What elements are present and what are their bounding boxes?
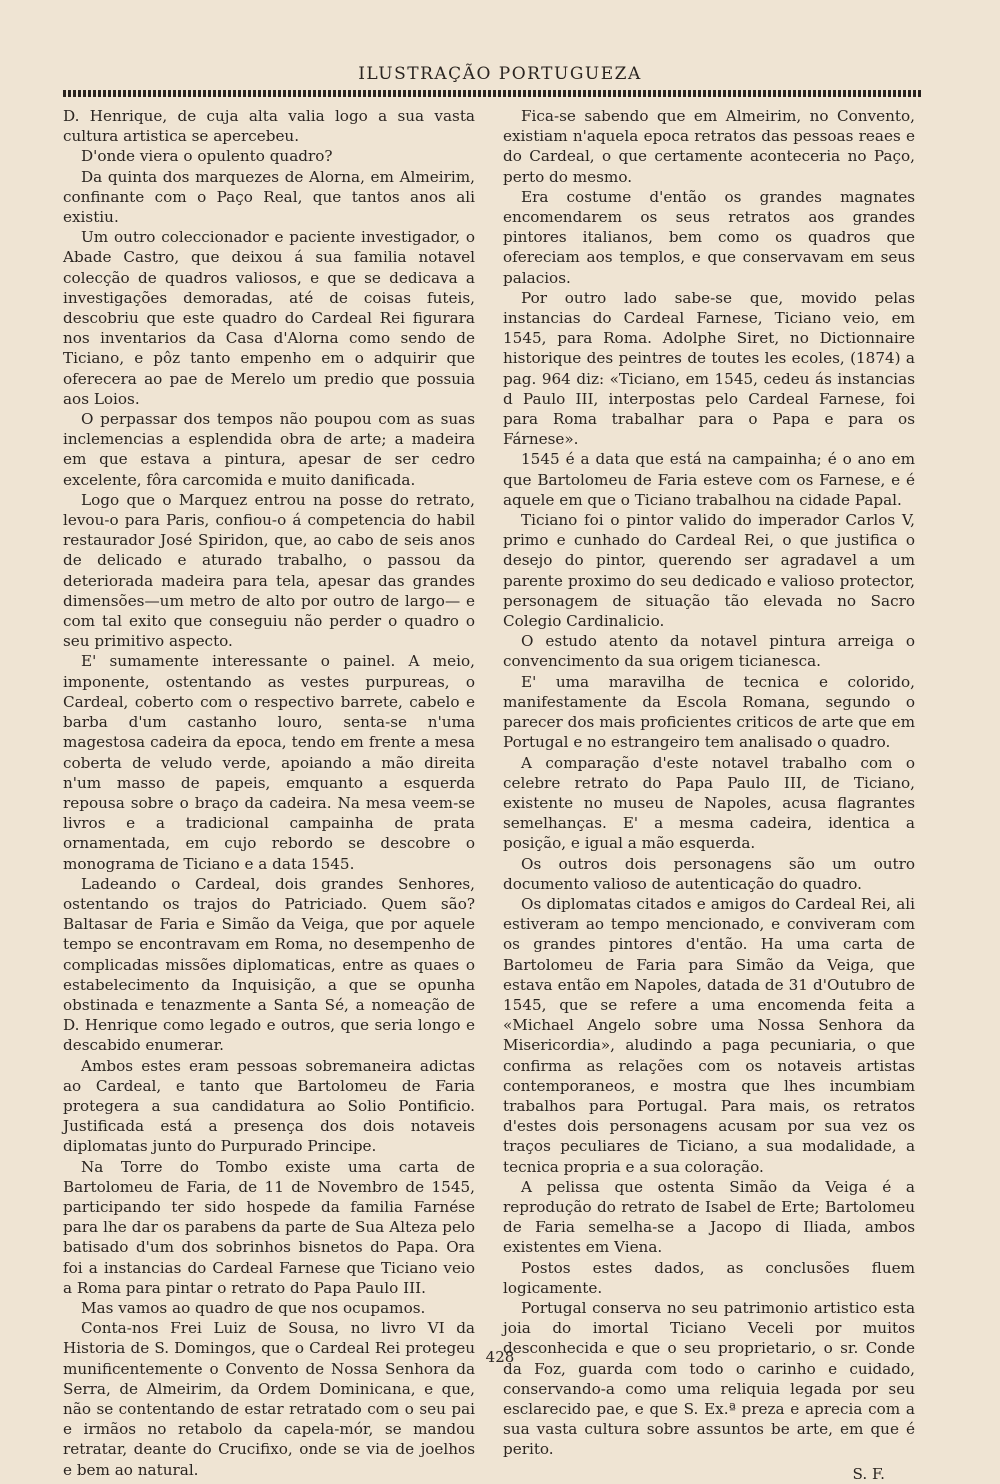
paragraph: Conta-nos Frei Luiz de Sousa, no livro VI da Historia de S. Domingos, que o Cardeal Rei protegeu munificentemente o Convento de Nossa Senhora da Serra, de Almeirim, da Ordem Dominicana, e que, não se contentando de estar retratado com o seu pai e irmãos no retabolo da capela-mór, se mandou retratar, deante do Crucifixo, onde se via de joelhos e bem ao natural. <box>63 1319 475 1479</box>
paragraph: Portugal conserva no seu patrimonio artistico esta joia do imortal Ticiano Veceli por muitos desconhecida e que o seu proprietario, o sr. Conde da Foz, guarda com todo o carinho e cuidado, conservando-a como uma reliquia legada por seu esclarecido pae, e que S. Ex.ª preza e aprecia com a sua vasta cultura sobre assuntos be arte, em que é perito. <box>503 1298 915 1459</box>
paragraph: Fica-se sabendo que em Almeirim, no Convento, existiam n'aquela epoca retratos das pessoas reaes e do Cardeal, o que certamente aconteceria no Paço, perto do mesmo. <box>503 107 915 186</box>
left-column <box>63 106 475 1480</box>
paragraph: Ladeando o Cardeal, dois grandes Senhores, ostentando os trajos do Patriciado. Quem são? Baltasar de Faria e Simão da Veiga, que por aquele tempo se encontravam em Roma, no desempenho de complicadas missões diplomaticas, entre as quaes o estabelecimento da Inquisição, a que se opunha obstinada e tenazmente a Santa Sé, a nomeação de D. Henrique como legado e outros, que seria longo e descabido enumerar. <box>63 874 475 1055</box>
paragraph: Por outro lado sabe-se que, movido pelas instancias do Cardeal Farnese, Ticiano veio, em 1545, para Roma. Adolphe Siret, no Dictionnaire historique des peintres de toutes les ecoles, (1874) a pag. 964 diz: «Ticiano, em 1545, cedeu ás instancias d Paulo III, interpostas pelo Cardeal Farnese, foi para Roma trabalhar para o Papa e para os Fárnese». <box>503 288 915 449</box>
paragraph: E' uma maravilha de tecnica e colorido, manifestamente da Escola Romana, segundo o parecer dos mais proficientes criticos de arte que em Portugal e no estrangeiro tem analisado o quadro. <box>503 672 915 752</box>
paragraph: 1545 é a data que está na campainha; é o ano em que Bartolomeu de Faria esteve com os Farnese, e é aquele em que o Ticiano trabalhou na cidade Papal. <box>503 450 915 509</box>
page-header-title: ILUSTRAÇÃO PORTUGUEZA <box>358 64 642 84</box>
paragraph: D'onde viera o opulento quadro? <box>81 147 333 166</box>
header-rule <box>63 90 923 97</box>
paragraph: Os outros dois personagens são um outro documento valioso de autenticação do quadro. <box>503 854 915 893</box>
paragraph: A comparação d'este notavel trabalho com o celebre retrato do Papa Paulo III, de Ticiano, existente no museu de Napoles, acusa flagrantes semelhanças. E' a mesma cadeira, identica a posição, e igual a mão esquerda. <box>503 753 915 853</box>
author-signature: S. F. <box>852 1464 885 1483</box>
paragraph: Os diplomatas citados e amigos do Cardeal Rei, ali estiveram ao tempo mencionado, e conviveram com os grandes pintores d'então. Ha uma carta de Bartolomeu de Faria para Simão da Veiga, que estava então em Napoles, datada de 31 d'Outubro de 1545, que se refere a uma encomenda feita a «Michael Angelo sobre uma Nossa Senhora da Misericordia», aludindo a paga pecuniaria, o que confirma as relações com os notaveis artistas contemporaneos, e mostra que lhes incumbiam trabalhos para Portugal. Para mais, os retratos d'estes dois personagens acusam por sua vez os traços peculiares de Ticiano, a sua modalidade, a tecnica propria e a sua coloração. <box>503 894 915 1176</box>
paragraph: A pelissa que ostenta Simão da Veiga é a reprodução do retrato de Isabel de Erte; Bartolomeu de Faria semelha-se a Jacopo di Iliada, ambos existentes em Viena. <box>503 1177 915 1257</box>
paragraph: Mas vamos ao quadro de que nos ocupamos. <box>81 1298 426 1317</box>
paragraph: Da quinta dos marquezes de Alorna, em Almeirim, confinante com o Paço Real, que tantos anos ali existiu. <box>63 167 475 227</box>
page-number: 428 <box>485 1348 515 1366</box>
paragraph: Ticiano foi o pintor valido do imperador Carlos V, primo e cunhado do Cardeal Rei, o que justifica o desejo do pintor, querendo ser agradavel a um parente proximo do seu dedicado e valioso protector, personagem de situação tão elevada no Sacro Colegio Cardinalicio. <box>503 511 915 631</box>
paragraph: Logo que o Marquez entrou na posse do retrato, levou-o para Paris, confiou-o á competencia do habil restaurador José Spiridon, que, ao cabo de seis anos de delicado e aturado trabalho, o passou da deteriorada madeira para tela, apesar das grandes dimensões—um metro de alto por outro de largo— e com tal exito que conseguiu não perder o quadro o seu primitivo aspecto. <box>63 490 475 651</box>
paragraph: D. Henrique, de cuja alta valia logo a sua vasta cultura artistica se apercebeu. <box>63 107 475 146</box>
paragraph: Ambos estes eram pessoas sobremaneira adictas ao Cardeal, e tanto que Bartolomeu de Faria protegera a sua candidatura ao Solio Pontificio. Justificada está a presença dos dois notaveis diplomatas junto do Purpurado Principe. <box>63 1056 475 1156</box>
paragraph: Um outro coleccionador e paciente investigador, o Abade Castro, que deixou á sua familia notavel colecção de quadros valiosos, e que se dedicava a investigações demoradas, até de coisas futeis, descobriu que este quadro do Cardeal Rei figurara nos inventarios da Casa d'Alorna como sendo de Ticiano, e pôz tanto empenho em o adquirir que oferecera ao pae de Merelo um predio que possuia aos Loios. <box>63 228 475 408</box>
paragraph: Postos estes dados, as conclusões fluem logicamente. <box>503 1258 915 1297</box>
paragraph: O perpassar dos tempos não poupou com as suas inclemencias a esplendida obra de arte; a madeira em que estava a pintura, apesar de ser cedro excelente, fôra carcomida e muito danificada. <box>63 410 475 489</box>
paragraph: E' sumamente interessante o painel. A meio, imponente, ostentando as vestes purpureas, o Cardeal, coberto com o respectivo barrete, cabelo e barba d'um castanho louro, senta-se n'uma magestosa cadeira da epoca, tendo em frente a mesa coberta de veludo verde, apoiando a mão direita n'um masso de papeis, emquanto a esquerda repousa sobre o braço da cadeira. Na mesa veem-se livros e a tradicional campainha de prata ornamentada, em cujo rebordo se descobre o monograma de Ticiano e a data 1545. <box>63 652 475 873</box>
paragraph: Era costume d'então os grandes magnates encomendarem os seus retratos aos grandes pintores italianos, bem como os quadros que ofereciam aos templos, e que conservavam em seus palacios. <box>503 187 915 287</box>
right-column <box>503 106 915 1484</box>
paragraph: Na Torre do Tombo existe uma carta de Bartolomeu de Faria, de 11 de Novembro de 1545, participando ter sido hospede da familia Farnése para lhe dar os parabens da parte de Sua Alteza pelo batisado d'um dos sobrinhos bisnetos do Papa. Ora foi a instancias do Cardeal Farnese que Ticiano veio a Roma para pintar o retrato do Papa Paulo III. <box>63 1157 475 1297</box>
paragraph: O estudo atento da notavel pintura arreiga o convencimento da sua origem ticianesca. <box>503 632 915 671</box>
